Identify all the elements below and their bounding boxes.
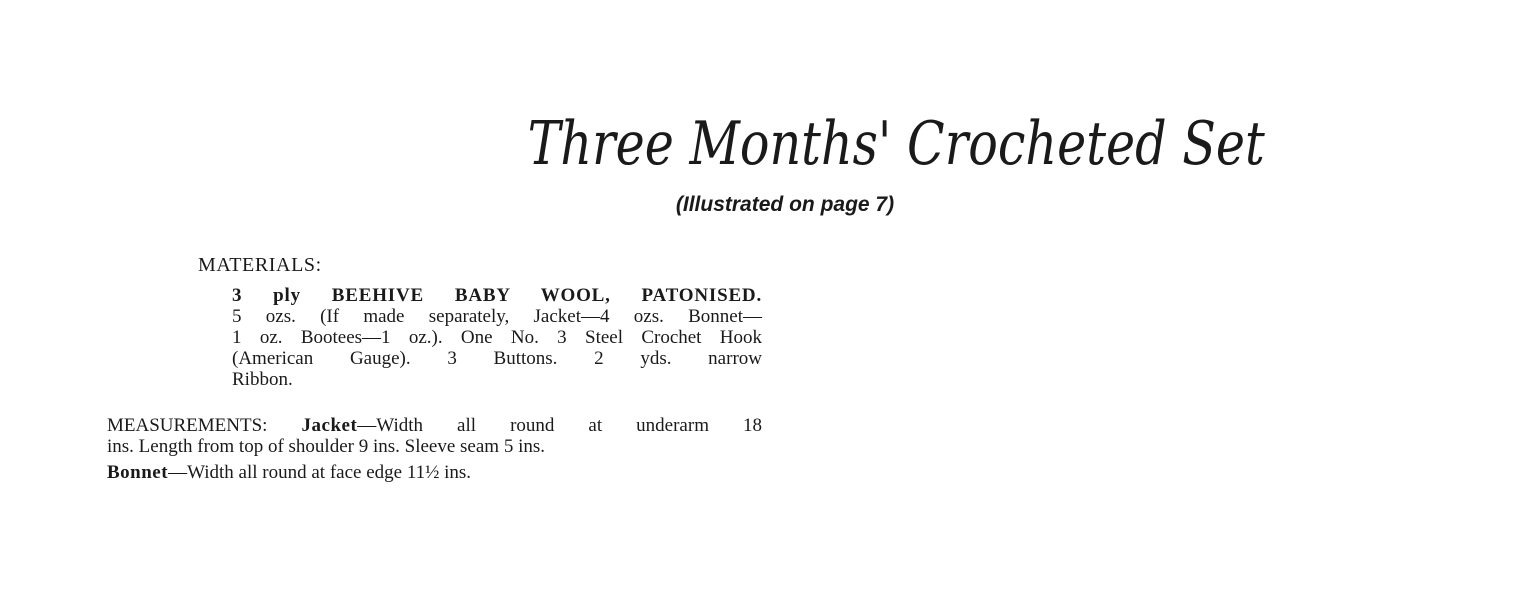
materials-line-5: Ribbon. xyxy=(232,369,293,390)
measurements-heading: MEASUREMENTS: xyxy=(107,415,268,436)
page-title: Three Months' Crocheted Set xyxy=(527,109,1265,179)
materials-line-3: 1 oz. Bootees—1 oz.). One No. 3 Steel Crochet Hook xyxy=(232,327,762,348)
bonnet-label: Bonnet xyxy=(107,462,169,483)
materials-list xyxy=(232,285,762,390)
materials-line-2: 5 ozs. (If made separately, Jacket—4 ozs. Bonnet— xyxy=(232,306,762,327)
measurements-jacket-line-1 xyxy=(107,415,762,436)
jacket-text-2: ins. Length from top of shoulder 9 ins. Sleeve seam 5 ins. xyxy=(107,436,545,457)
subtitle: (Illustrated on page 7) xyxy=(675,193,895,216)
measurements-section xyxy=(107,415,762,483)
materials-line-4: (American Gauge). 3 Buttons. 2 yds. narrow xyxy=(232,348,762,369)
jacket-text-1: —Width all round at underarm 18 xyxy=(357,415,763,436)
materials-heading: MATERIALS: xyxy=(198,254,322,276)
measurements-bonnet-line xyxy=(107,462,762,483)
jacket-label: Jacket xyxy=(301,415,358,436)
materials-yarn: 3 ply BEEHIVE BABY WOOL, PATONISED. xyxy=(232,285,762,306)
bonnet-text: —Width all round at face edge 11½ ins. xyxy=(168,462,472,483)
